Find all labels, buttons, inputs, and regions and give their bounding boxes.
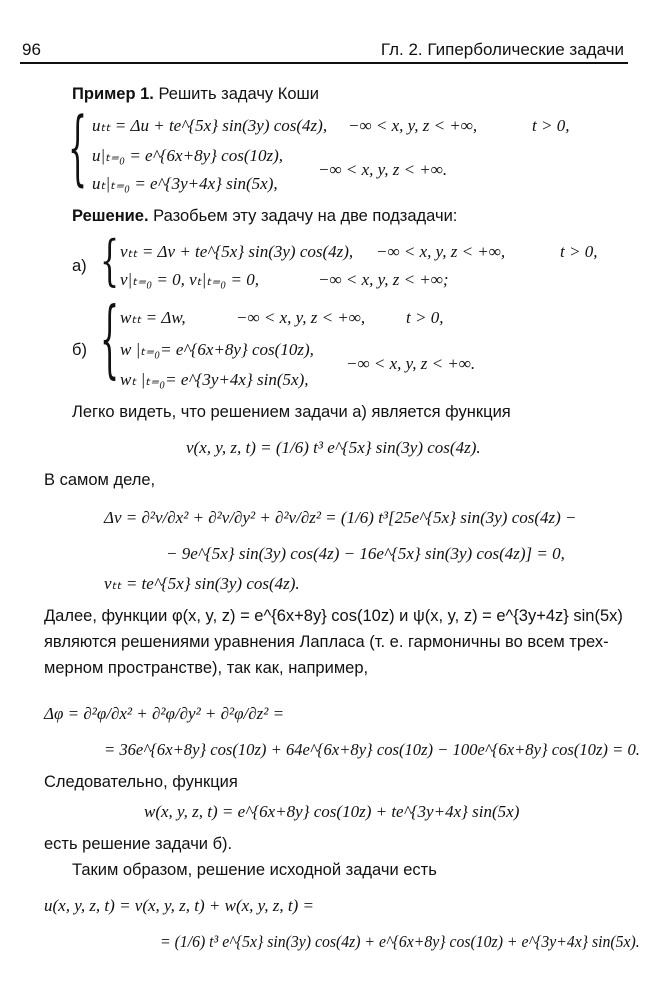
- part-a-brace: {: [100, 230, 120, 294]
- u-line1: u(x, y, z, t) = v(x, y, z, t) + w(x, y, z, t) =: [44, 896, 314, 915]
- system-eq1: uₜₜ = Δu + te^{5x} sin(3y) cos(4z),: [92, 116, 328, 135]
- part-b-eq2: w |ₜ₌₀= e^{6x+8y} cos(10z),: [120, 340, 314, 359]
- laplace-phi-line1: Δφ = ∂²φ/∂x² + ∂²φ/∂y² + ∂²φ/∂z² =: [44, 704, 285, 723]
- part-a-eq1-domain: −∞ < x, y, z < +∞,: [376, 242, 506, 261]
- system-eq1-domain: −∞ < x, y, z < +∞,: [348, 116, 478, 135]
- text-therefore: Следовательно, функция: [44, 773, 238, 791]
- text-indeed: В самом деле,: [44, 471, 156, 489]
- text-thus: Таким образом, решение исходной задачи есть: [72, 861, 437, 879]
- solution-label: Решение.: [72, 207, 149, 225]
- part-a-eq1-time: t > 0,: [560, 242, 598, 261]
- text-further-2: являются решениями уравнения Лапласа (т. е. гармоничны во всем трех-: [44, 633, 609, 651]
- example-statement: Решить задачу Коши: [158, 85, 319, 103]
- laplace-v-line1: Δv = ∂²v/∂x² + ∂²v/∂y² + ∂²v/∂z² = (1/6) t³[25e^{5x} sin(3y) cos(4z) −: [104, 508, 577, 527]
- part-a-eq1: vₜₜ = Δv + te^{5x} sin(3y) cos(4z),: [120, 242, 354, 261]
- example-label: Пример 1.: [72, 85, 154, 103]
- laplace-phi-line2: = 36e^{6x+8y} cos(10z) + 64e^{6x+8y} cos(10z) − 100e^{6x+8y} cos(10z) = 0.: [104, 740, 640, 759]
- text-solution-b: есть решение задачи б).: [44, 835, 233, 853]
- part-b-eq3: wₜ |ₜ₌₀= e^{3y+4x} sin(5x),: [120, 370, 309, 389]
- part-b-ic-domain: −∞ < x, y, z < +∞.: [346, 354, 476, 373]
- w-formula: w(x, y, z, t) = e^{6x+8y} cos(10z) + te^{3y+4x} sin(5x): [144, 802, 520, 821]
- chapter-title: Гл. 2. Гиперболические задачи: [380, 40, 624, 59]
- part-b-eq1-time: t > 0,: [406, 308, 444, 327]
- part-a-eq2: v|ₜ₌₀ = 0, vₜ|ₜ₌₀ = 0,: [120, 270, 259, 289]
- part-b-eq1-domain: −∞ < x, y, z < +∞,: [236, 308, 366, 327]
- system-brace: {: [68, 101, 88, 197]
- part-a-marker: а): [72, 257, 87, 275]
- v-formula: v(x, y, z, t) = (1/6) t³ e^{5x} sin(3y) cos(4z).: [186, 438, 481, 457]
- laplace-v-line2: − 9e^{5x} sin(3y) cos(4z) − 16e^{5x} sin(3y) cos(4z)] = 0,: [166, 544, 565, 563]
- text-further-1: Далее, функции φ(x, y, z) = e^{6x+8y} cos(10z) и ψ(x, y, z) = e^{3y+4z} sin(5x): [44, 607, 623, 625]
- part-b-eq1: wₜₜ = Δw,: [120, 308, 186, 327]
- header-rule: [20, 62, 628, 64]
- system-eq3: uₜ|ₜ₌₀ = e^{3y+4x} sin(5x),: [92, 174, 278, 193]
- system-ic-domain: −∞ < x, y, z < +∞.: [318, 160, 448, 179]
- example-heading: [72, 84, 319, 104]
- page-number: 96: [22, 40, 41, 59]
- text-further-3: мерном пространстве), так как, например,: [44, 659, 369, 677]
- part-b-marker: б): [72, 341, 87, 359]
- solution-heading: [72, 206, 457, 226]
- system-eq1-time: t > 0,: [532, 116, 570, 135]
- part-a-eq2-domain: −∞ < x, y, z < +∞;: [318, 270, 449, 289]
- text-easy: Легко видеть, что решением задачи а) является функция: [72, 403, 511, 421]
- solution-intro: Разобьем эту задачу на две подзадачи:: [153, 207, 458, 225]
- vtt-line: vₜₜ = te^{5x} sin(3y) cos(4z).: [104, 574, 300, 593]
- u-line2: = (1/6) t³ e^{5x} sin(3y) cos(4z) + e^{6x+8y} cos(10z) + e^{3y+4x} sin(5x).: [160, 932, 640, 951]
- part-b-brace: {: [100, 291, 120, 390]
- system-eq2: u|ₜ₌₀ = e^{6x+8y} cos(10z),: [92, 146, 284, 165]
